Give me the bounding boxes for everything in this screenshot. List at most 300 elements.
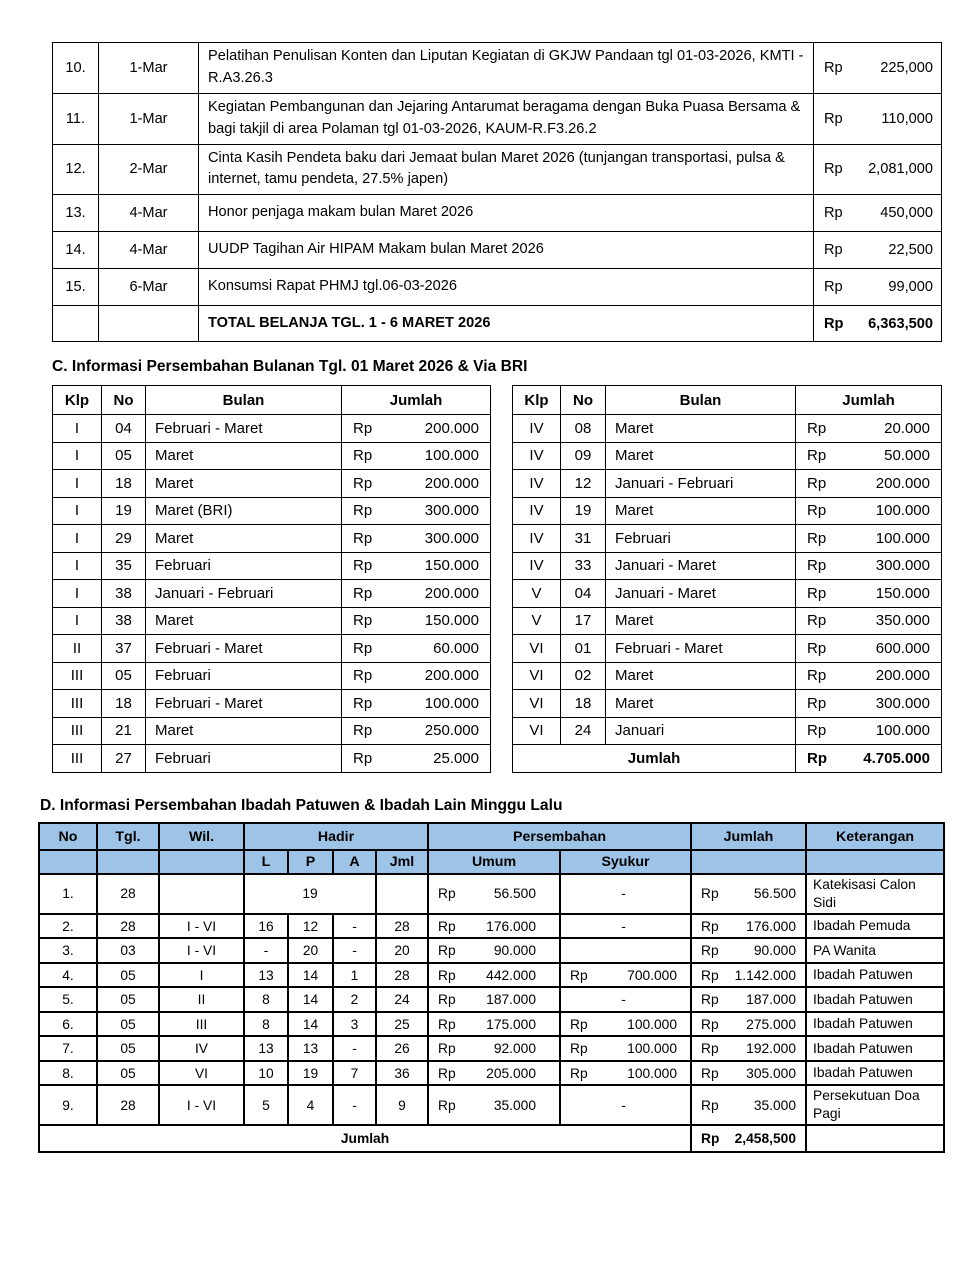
offering-no: 33: [561, 552, 606, 580]
currency-label: Rp: [353, 502, 373, 520]
service-umum: [428, 1061, 560, 1086]
service-hadir-p: 14: [288, 987, 333, 1012]
service-wil: II: [159, 987, 244, 1012]
offering-bulan: Februari: [146, 662, 342, 690]
offering-total-row: [513, 745, 942, 773]
offering-jumlah: [796, 662, 942, 690]
offering-bulan: Maret: [606, 607, 796, 635]
amount-value: 50.000: [884, 447, 930, 465]
amount-value: 300.000: [424, 529, 479, 547]
offering-jumlah: [796, 497, 942, 525]
offering-no: 18: [102, 470, 146, 498]
amount-value: 200.000: [875, 667, 930, 685]
service-no: 6.: [39, 1012, 97, 1037]
amount-value: 56.500: [753, 886, 797, 902]
currency-label: Rp: [438, 886, 456, 902]
offering-klp: IV: [513, 525, 561, 553]
offering-no: 29: [102, 525, 146, 553]
expense-no: 11.: [53, 93, 99, 144]
service-hadir-l: -: [244, 938, 288, 963]
amount-value: 2,458,500: [734, 1131, 797, 1147]
offering-klp: I: [53, 442, 102, 470]
service-keterangan: PA Wanita: [806, 938, 944, 963]
offering-row: [513, 580, 942, 608]
offering-bulan: Februari - Maret: [146, 690, 342, 718]
amount-value: 192.000: [746, 1041, 797, 1057]
currency-label: Rp: [353, 529, 373, 547]
currency-label: Rp: [807, 750, 827, 767]
offering-jumlah: [796, 717, 942, 745]
offering-bulan: Januari - Februari: [606, 470, 796, 498]
col-header-persembahan: Persembahan: [428, 823, 691, 850]
offering-klp: VI: [513, 690, 561, 718]
offering-row: [53, 607, 491, 635]
offering-klp: III: [53, 662, 102, 690]
offering-bulan: Februari - Maret: [146, 635, 342, 663]
amount-value: 110,000: [881, 110, 933, 127]
expense-no: 13.: [53, 195, 99, 232]
currency-label: Rp: [824, 242, 843, 259]
amount-value: 1.142.000: [734, 967, 797, 983]
service-keterangan: Ibadah Patuwen: [806, 1061, 944, 1086]
empty-cell: [53, 306, 99, 342]
currency-label: Rp: [701, 1131, 720, 1147]
col-header-no: No: [561, 386, 606, 415]
service-hadir-a: 2: [333, 987, 376, 1012]
monthly-offering-table-left: [52, 385, 491, 773]
amount-value: 25.000: [433, 749, 479, 767]
col-header-bulan: Bulan: [606, 386, 796, 415]
currency-label: Rp: [824, 205, 843, 222]
service-hadir-a: -: [333, 938, 376, 963]
amount-value: 205.000: [486, 1065, 537, 1081]
service-tgl: 28: [97, 914, 159, 939]
service-tgl: 28: [97, 874, 159, 914]
offering-jumlah: [342, 470, 491, 498]
service-wil: I - VI: [159, 938, 244, 963]
service-tgl: 05: [97, 963, 159, 988]
service-hadir-a: 1: [333, 963, 376, 988]
expense-row: [53, 93, 942, 144]
offering-klp: VI: [513, 635, 561, 663]
offering-row: [53, 717, 491, 745]
service-hadir-jml: 20: [376, 938, 428, 963]
amount-value: 92.000: [493, 1041, 537, 1057]
currency-label: Rp: [353, 694, 373, 712]
service-umum: [428, 1036, 560, 1061]
offering-jumlah: [342, 580, 491, 608]
offering-no: 12: [561, 470, 606, 498]
service-hadir-p: 14: [288, 1012, 333, 1037]
amount-value: 250.000: [424, 722, 479, 740]
offering-row: [53, 470, 491, 498]
currency-label: Rp: [570, 967, 588, 983]
section-d-title: D. Informasi Persembahan Ibadah Patuwen & Ibadah Lain Minggu Lalu: [40, 797, 563, 814]
col-header-jumlah: Jumlah: [796, 386, 942, 415]
offering-klp: VI: [513, 717, 561, 745]
service-hadir-jml: [376, 874, 428, 914]
service-hadir-a: 3: [333, 1012, 376, 1037]
currency-label: Rp: [570, 1041, 588, 1057]
offering-jumlah: [796, 690, 942, 718]
offering-bulan: Maret: [606, 690, 796, 718]
amount-value: 100.000: [627, 1041, 678, 1057]
expense-amount: [814, 269, 942, 306]
offering-no: 01: [561, 635, 606, 663]
amount-value: 200.000: [424, 419, 479, 437]
expense-amount: [814, 232, 942, 269]
amount-value: 2,081,000: [868, 161, 933, 178]
offering-bulan: Januari - Februari: [146, 580, 342, 608]
currency-label: Rp: [438, 1016, 456, 1032]
offering-bulan: Januari: [606, 717, 796, 745]
amount-value: 20.000: [884, 419, 930, 437]
col-header-umum: Umum: [428, 850, 560, 874]
currency-label: Rp: [353, 419, 373, 437]
offering-jumlah: [796, 580, 942, 608]
currency-label: Rp: [701, 1097, 719, 1113]
expense-row: [53, 144, 942, 195]
amount-value: 90.000: [753, 943, 797, 959]
service-total-amount: [691, 1125, 806, 1152]
offering-jumlah: [796, 525, 942, 553]
offering-bulan: Maret (BRI): [146, 497, 342, 525]
offering-klp: I: [53, 525, 102, 553]
offering-jumlah: [342, 662, 491, 690]
currency-label: Rp: [353, 584, 373, 602]
amount-value: 100.000: [424, 694, 479, 712]
offering-klp: I: [53, 580, 102, 608]
amount-value: 100.000: [875, 529, 930, 547]
offering-klp: III: [53, 717, 102, 745]
service-hadir-jml: 24: [376, 987, 428, 1012]
currency-label: Rp: [807, 419, 827, 437]
currency-label: Rp: [701, 1041, 719, 1057]
service-hadir-p: 20: [288, 938, 333, 963]
expense-description: UUDP Tagihan Air HIPAM Makam bulan Maret 2026: [199, 232, 814, 269]
expense-description: Cinta Kasih Pendeta baku dari Jemaat bulan Maret 2026 (tunjangan transportasi, pulsa & internet, tamu pendeta, 27.5% japen): [199, 144, 814, 195]
currency-label: Rp: [701, 943, 719, 959]
expense-no: 14.: [53, 232, 99, 269]
empty-header-cell: [39, 850, 97, 874]
offering-total-amount: [796, 745, 942, 773]
service-hadir-jml: 25: [376, 1012, 428, 1037]
service-wil: [159, 874, 244, 914]
currency-label: Rp: [701, 967, 719, 983]
service-hadir-l: 10: [244, 1061, 288, 1086]
amount-value: 100.000: [424, 447, 479, 465]
service-keterangan: Persekutuan Doa Pagi: [806, 1085, 944, 1125]
currency-label: Rp: [438, 992, 456, 1008]
service-keterangan: Ibadah Pemuda: [806, 914, 944, 939]
service-hadir-p: 13: [288, 1036, 333, 1061]
currency-label: Rp: [807, 722, 827, 740]
offering-row: [513, 607, 942, 635]
expense-no: 15.: [53, 269, 99, 306]
offering-row: [513, 635, 942, 663]
amount-value: 35.000: [753, 1097, 797, 1113]
amount-value: 150.000: [875, 584, 930, 602]
offering-jumlah: [796, 552, 942, 580]
offering-no: 31: [561, 525, 606, 553]
offering-klp: IV: [513, 497, 561, 525]
offering-header-row: [53, 386, 491, 415]
amount-value: 6,363,500: [868, 315, 933, 332]
expense-total-amount: [814, 306, 942, 342]
currency-label: Rp: [807, 474, 827, 492]
amount-value: -: [621, 886, 626, 902]
expense-no: 10.: [53, 43, 99, 94]
empty-cell: [99, 306, 199, 342]
service-offering-table: [38, 822, 945, 1153]
col-header-hadir: Hadir: [244, 823, 428, 850]
offering-bulan: Februari - Maret: [606, 635, 796, 663]
expense-row: [53, 232, 942, 269]
service-jumlah: [691, 963, 806, 988]
expense-row: [53, 43, 942, 94]
col-header-a: A: [333, 850, 376, 874]
expense-date: 4-Mar: [99, 232, 199, 269]
service-tgl: 05: [97, 1012, 159, 1037]
col-header-keterangan: Keterangan: [806, 823, 944, 850]
amount-value: 200.000: [424, 584, 479, 602]
currency-label: Rp: [807, 557, 827, 575]
expense-amount: [814, 43, 942, 94]
currency-label: Rp: [807, 529, 827, 547]
col-header-klp: Klp: [513, 386, 561, 415]
service-umum: [428, 1012, 560, 1037]
amount-value: 100.000: [875, 722, 930, 740]
offering-row: [53, 415, 491, 443]
offering-bulan: Maret: [606, 497, 796, 525]
service-keterangan: Katekisasi Calon Sidi: [806, 874, 944, 914]
offering-bulan: Maret: [146, 470, 342, 498]
offering-row: [513, 525, 942, 553]
amount-value: 100.000: [875, 502, 930, 520]
amount-value: 60.000: [433, 639, 479, 657]
currency-label: Rp: [824, 59, 843, 76]
offering-klp: V: [513, 580, 561, 608]
service-umum: [428, 1085, 560, 1125]
offering-jumlah: [342, 607, 491, 635]
empty-header-cell: [97, 850, 159, 874]
amount-value: -: [621, 918, 626, 934]
amount-value: 450,000: [880, 205, 933, 222]
expense-amount: [814, 144, 942, 195]
offering-no: 04: [102, 415, 146, 443]
currency-label: Rp: [438, 943, 456, 959]
col-header-no: No: [102, 386, 146, 415]
amount-value: 176.000: [746, 918, 797, 934]
service-hadir-l: 13: [244, 1036, 288, 1061]
amount-value: 300.000: [875, 557, 930, 575]
currency-label: Rp: [353, 474, 373, 492]
col-header-jumlah: Jumlah: [342, 386, 491, 415]
monthly-offering-table-right: [512, 385, 942, 773]
currency-label: Rp: [438, 1097, 456, 1113]
currency-label: Rp: [807, 667, 827, 685]
service-umum: [428, 938, 560, 963]
amount-value: 300.000: [875, 694, 930, 712]
offering-no: 27: [102, 745, 146, 773]
offering-jumlah: [342, 525, 491, 553]
offering-bulan: Februari - Maret: [146, 415, 342, 443]
service-syukur: [560, 963, 691, 988]
currency-label: Rp: [807, 612, 827, 630]
offering-no: 08: [561, 415, 606, 443]
offering-no: 05: [102, 662, 146, 690]
offering-row: [513, 470, 942, 498]
currency-label: Rp: [353, 612, 373, 630]
amount-value: 225,000: [880, 59, 933, 76]
service-wil: VI: [159, 1061, 244, 1086]
service-wil: I: [159, 963, 244, 988]
service-wil: IV: [159, 1036, 244, 1061]
empty-cell: [806, 1125, 944, 1152]
offering-row: [513, 662, 942, 690]
service-jumlah: [691, 1085, 806, 1125]
offering-row: [53, 525, 491, 553]
expense-amount: [814, 195, 942, 232]
service-row: [39, 1012, 944, 1037]
amount-value: 99,000: [888, 279, 933, 296]
offering-row: [53, 442, 491, 470]
currency-label: Rp: [701, 918, 719, 934]
service-hadir-p: 14: [288, 963, 333, 988]
offering-jumlah: [342, 442, 491, 470]
offering-row: [53, 552, 491, 580]
col-header-jml: Jml: [376, 850, 428, 874]
service-hadir-jml: 28: [376, 963, 428, 988]
expense-amount: [814, 93, 942, 144]
amount-value: -: [621, 1097, 626, 1113]
offering-no: 38: [102, 580, 146, 608]
offering-klp: V: [513, 607, 561, 635]
amount-value: 4.705.000: [863, 750, 930, 767]
offering-klp: I: [53, 552, 102, 580]
amount-value: 150.000: [424, 557, 479, 575]
service-umum: [428, 874, 560, 914]
amount-value: 300.000: [424, 502, 479, 520]
currency-label: Rp: [807, 639, 827, 657]
service-wil: I - VI: [159, 914, 244, 939]
currency-label: Rp: [353, 557, 373, 575]
currency-label: Rp: [824, 315, 844, 332]
service-syukur: [560, 938, 691, 963]
offering-klp: I: [53, 497, 102, 525]
offering-klp: IV: [513, 442, 561, 470]
service-row: [39, 1061, 944, 1086]
offering-klp: II: [53, 635, 102, 663]
offering-klp: IV: [513, 415, 561, 443]
expense-date: 6-Mar: [99, 269, 199, 306]
offering-bulan: Maret: [606, 662, 796, 690]
offering-jumlah: [342, 717, 491, 745]
service-wil: III: [159, 1012, 244, 1037]
offering-jumlah: [342, 415, 491, 443]
offering-row: [53, 662, 491, 690]
service-row: [39, 1085, 944, 1125]
offering-row: [53, 745, 491, 773]
service-row: [39, 963, 944, 988]
service-tgl: 05: [97, 987, 159, 1012]
service-tgl: 03: [97, 938, 159, 963]
service-hadir-a: -: [333, 1085, 376, 1125]
currency-label: Rp: [701, 992, 719, 1008]
service-hadir-a: -: [333, 914, 376, 939]
offering-klp: I: [53, 607, 102, 635]
expense-table: [52, 42, 942, 342]
service-syukur: [560, 1085, 691, 1125]
service-row: [39, 874, 944, 914]
col-header-syukur: Syukur: [560, 850, 691, 874]
service-hadir-jml: 9: [376, 1085, 428, 1125]
currency-label: Rp: [353, 639, 373, 657]
service-jumlah: [691, 987, 806, 1012]
service-no: 3.: [39, 938, 97, 963]
service-tgl: 05: [97, 1036, 159, 1061]
currency-label: Rp: [353, 667, 373, 685]
amount-value: 187.000: [746, 992, 797, 1008]
col-header-jumlah: Jumlah: [691, 823, 806, 850]
service-no: 4.: [39, 963, 97, 988]
amount-value: 200.000: [424, 474, 479, 492]
offering-no: 19: [561, 497, 606, 525]
service-no: 8.: [39, 1061, 97, 1086]
offering-row: [513, 690, 942, 718]
service-syukur: [560, 914, 691, 939]
offering-no: 02: [561, 662, 606, 690]
service-syukur: [560, 874, 691, 914]
offering-jumlah: [342, 635, 491, 663]
currency-label: Rp: [438, 1041, 456, 1057]
service-keterangan: Ibadah Patuwen: [806, 987, 944, 1012]
amount-value: 442.000: [486, 967, 537, 983]
offering-jumlah: [342, 552, 491, 580]
currency-label: Rp: [701, 1065, 719, 1081]
offering-jumlah: [796, 607, 942, 635]
expense-no: 12.: [53, 144, 99, 195]
offering-no: 24: [561, 717, 606, 745]
amount-value: 35.000: [493, 1097, 537, 1113]
amount-value: 700.000: [627, 967, 678, 983]
offering-jumlah: [342, 745, 491, 773]
offering-no: 37: [102, 635, 146, 663]
offering-row: [53, 635, 491, 663]
offering-klp: VI: [513, 662, 561, 690]
col-header-p: P: [288, 850, 333, 874]
currency-label: Rp: [570, 1016, 588, 1032]
expense-date: 2-Mar: [99, 144, 199, 195]
col-header-wil: Wil.: [159, 823, 244, 850]
service-jumlah: [691, 874, 806, 914]
offering-bulan: Maret: [146, 607, 342, 635]
amount-value: 150.000: [424, 612, 479, 630]
currency-label: Rp: [824, 279, 843, 296]
expense-description: Honor penjaga makam bulan Maret 2026: [199, 195, 814, 232]
currency-label: Rp: [807, 694, 827, 712]
service-hadir-l: 5: [244, 1085, 288, 1125]
amount-value: 200.000: [424, 667, 479, 685]
service-total-label: Jumlah: [39, 1125, 691, 1152]
offering-jumlah: [796, 635, 942, 663]
offering-bulan: Maret: [146, 525, 342, 553]
service-hadir-l: 16: [244, 914, 288, 939]
service-jumlah: [691, 1061, 806, 1086]
empty-header-cell: [691, 850, 806, 874]
empty-header-cell: [806, 850, 944, 874]
offering-bulan: Februari: [146, 745, 342, 773]
